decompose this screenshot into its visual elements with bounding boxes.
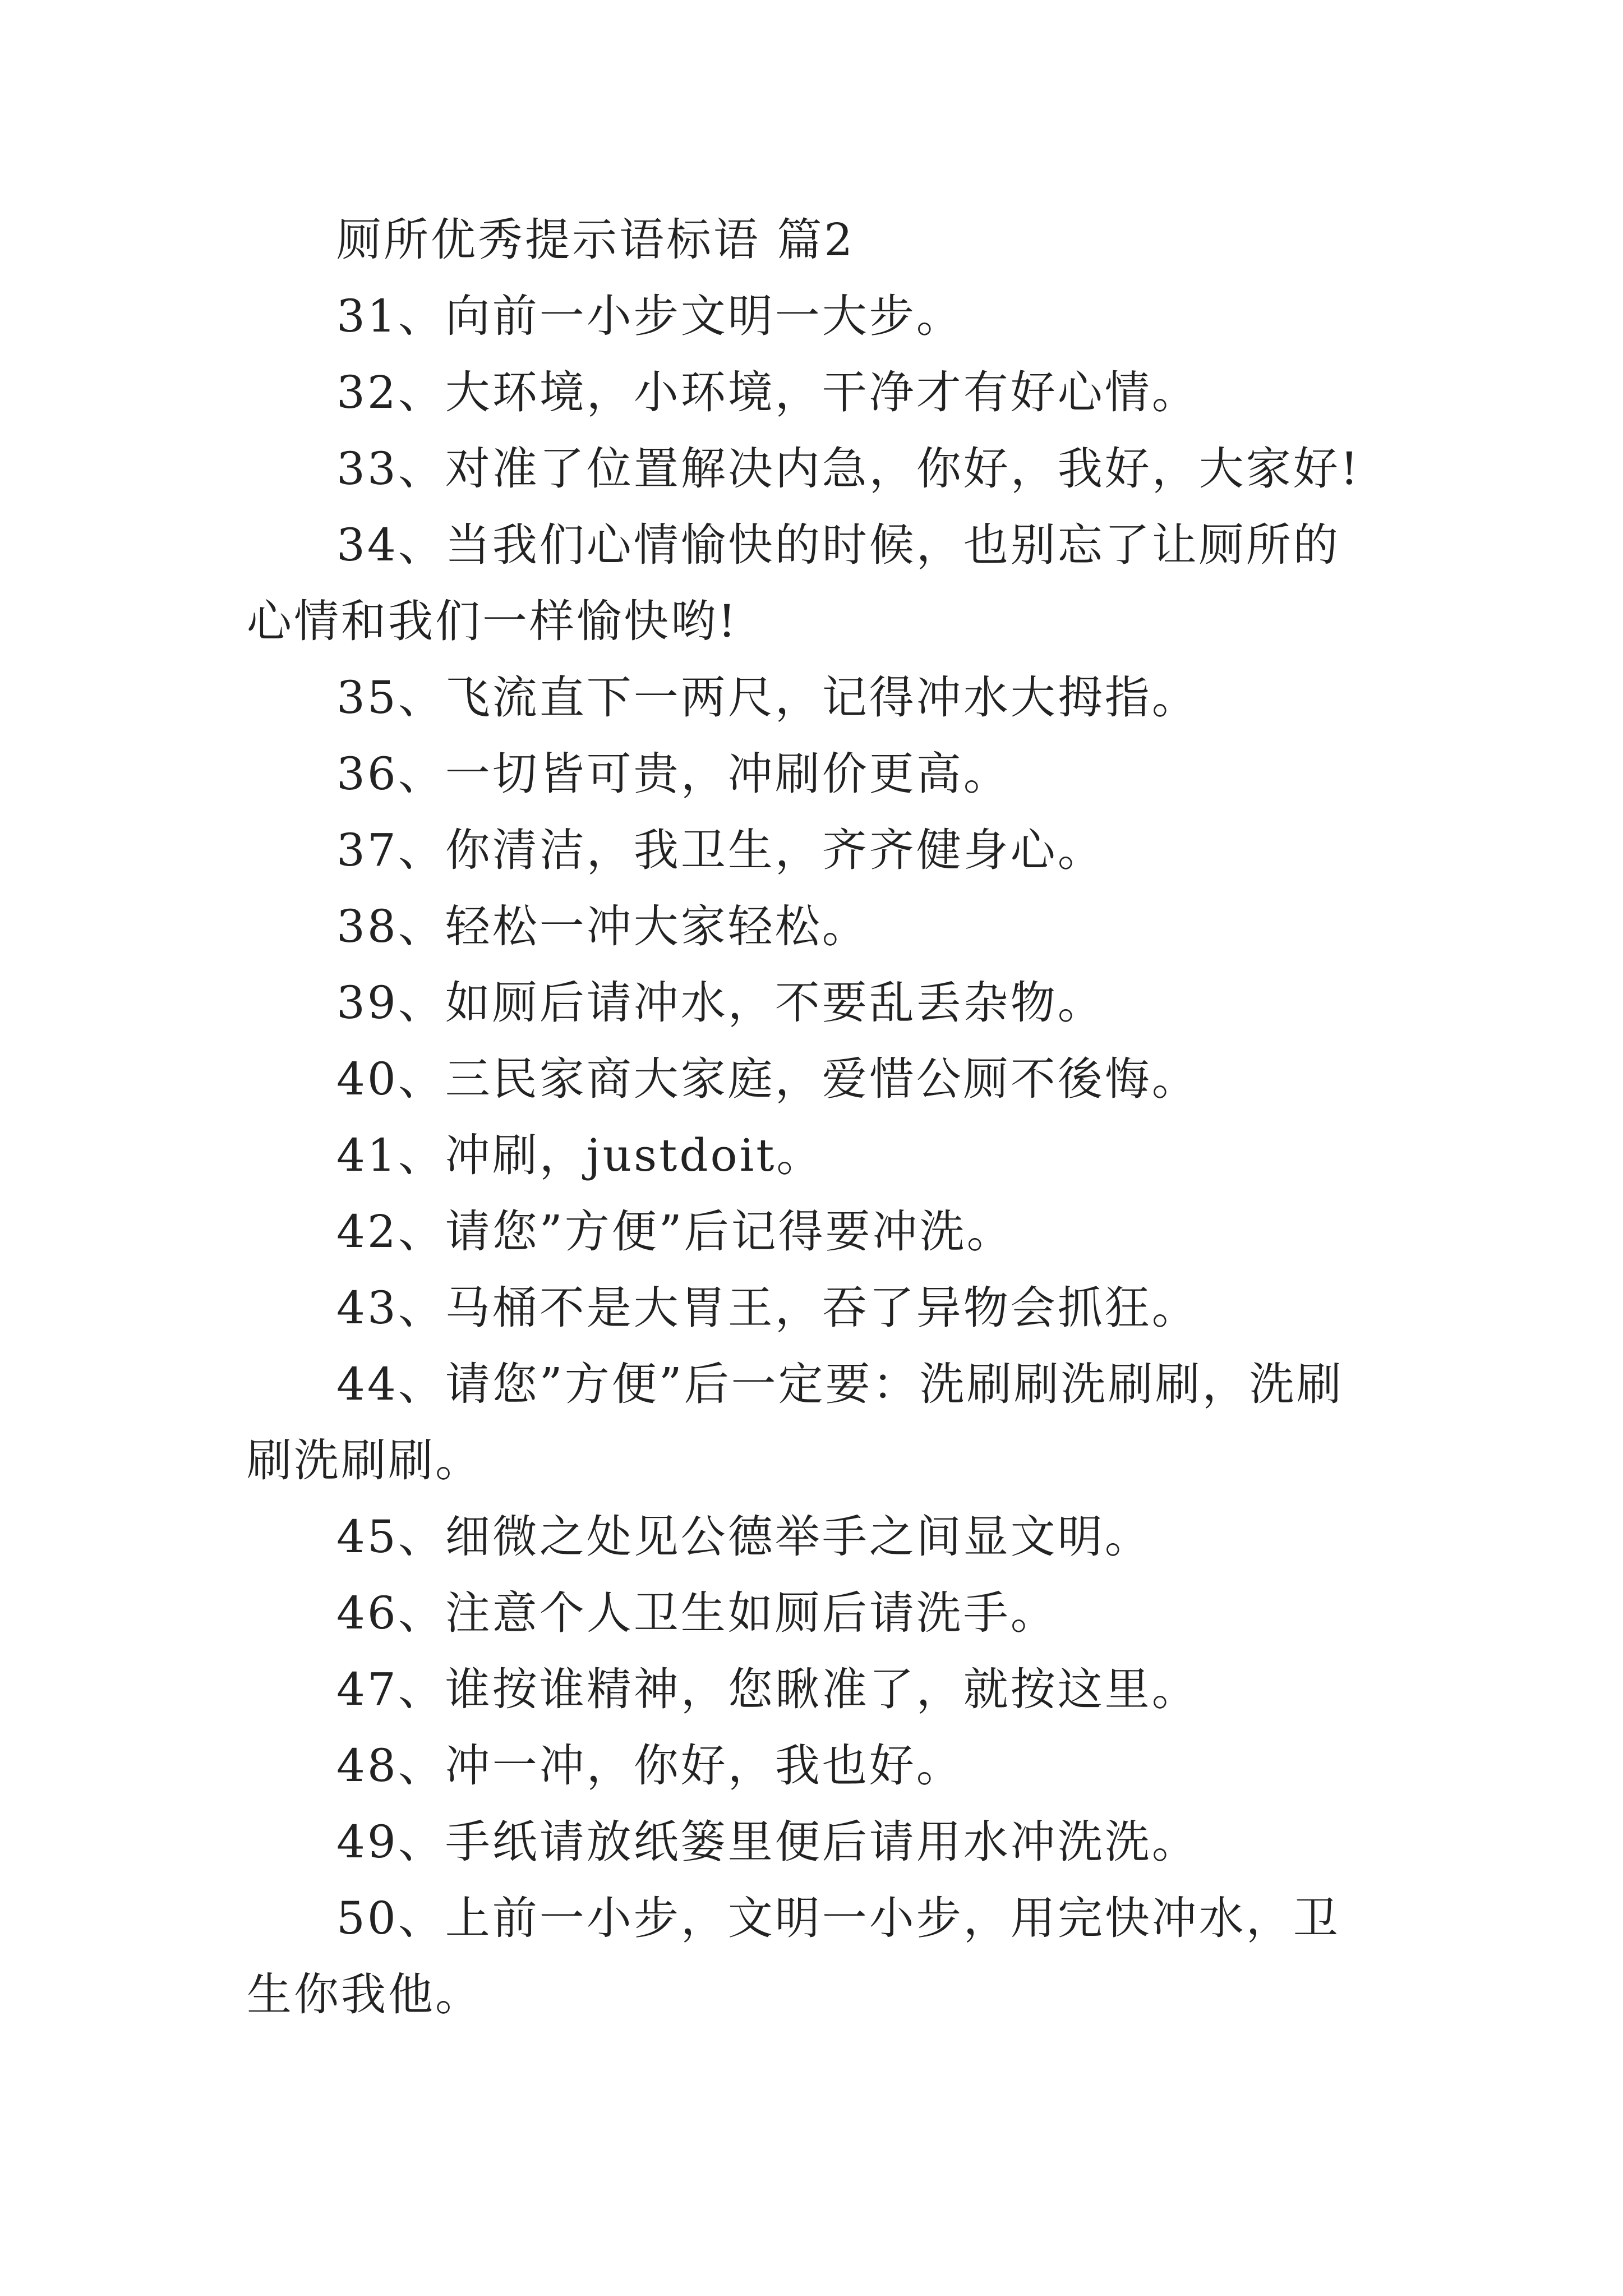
list-item: 42、请您”方便”后记得要冲洗。 <box>336 1205 1014 1258</box>
document-body <box>247 202 1380 2033</box>
list-item: 47、谁按谁精神，您瞅准了，就按这里。 <box>336 1663 1199 1715</box>
list-item: 32、大环境，小环境，干净才有好心情。 <box>336 366 1199 418</box>
list-item: 48、冲一冲，你好，我也好。 <box>336 1740 963 1792</box>
list-item: 46、注意个人卫生如厕后请洗手。 <box>336 1587 1058 1639</box>
list-item: 36、一切皆可贵，冲刷价更高。 <box>336 748 1011 800</box>
list-item: 44、请您”方便”后一定要：洗刷刷洗刷刷，洗刷刷洗刷刷。 <box>247 1358 1344 1487</box>
list-item: 34、当我们心情愉快的时候，也别忘了让厕所的心情和我们一样愉快哟! <box>247 519 1340 647</box>
list-item: 31、向前一小步文明一大步。 <box>336 290 963 342</box>
list-item: 49、手纸请放纸篓里便后请用水冲洗洗。 <box>336 1816 1199 1868</box>
list-item: 50、上前一小步，文明一小步，用完快冲水，卫生你我他。 <box>247 1892 1340 2021</box>
list-item: 45、细微之处见公德举手之间显文明。 <box>336 1511 1152 1563</box>
list-item: 33、对准了位置解决内急，你好，我好，大家好! <box>336 443 1361 495</box>
list-item: 35、飞流直下一两尺，记得冲水大拇指。 <box>336 671 1199 724</box>
list-item: 41、冲刷，justdoit。 <box>336 1129 824 1181</box>
list-item: 39、如厕后请冲水，不要乱丢杂物。 <box>336 977 1105 1029</box>
list-item: 37、你清洁，我卫生，齐齐健身心。 <box>336 824 1105 876</box>
list-item: 40、三民家商大家庭，爱惜公厕不後悔。 <box>336 1053 1199 1105</box>
list-item: 38、轻松一冲大家轻松。 <box>336 900 869 953</box>
section-heading: 厕所优秀提示语标语 篇2 <box>336 214 855 266</box>
list-item: 43、马桶不是大胃王，吞了异物会抓狂。 <box>336 1282 1199 1334</box>
